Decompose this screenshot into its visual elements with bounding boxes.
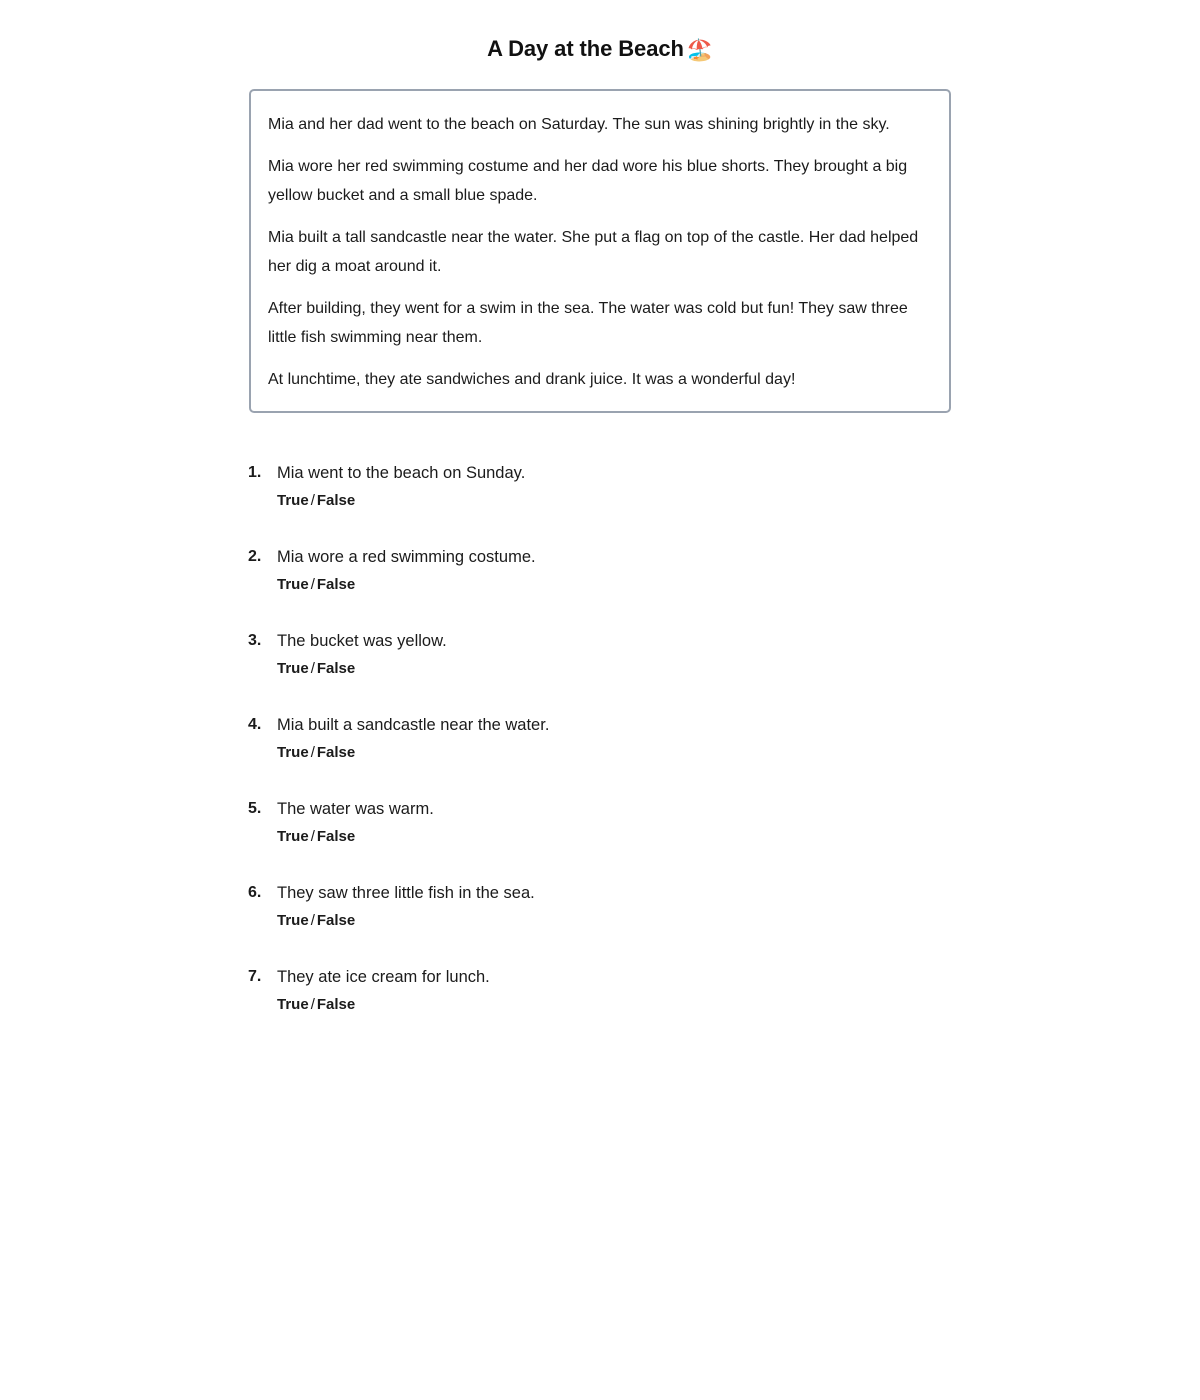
question-text: Mia went to the beach on Sunday. bbox=[277, 464, 526, 482]
answer-options bbox=[277, 991, 968, 1019]
question-number: 7. bbox=[248, 968, 262, 985]
question-number: 2. bbox=[248, 548, 262, 565]
answer-false-option[interactable]: False bbox=[316, 492, 356, 509]
question-item bbox=[248, 879, 968, 935]
question-item bbox=[248, 627, 968, 683]
answer-options bbox=[277, 571, 968, 599]
answer-options bbox=[277, 655, 968, 683]
question-text: The bucket was yellow. bbox=[277, 632, 447, 650]
question-item bbox=[248, 543, 968, 599]
answer-options bbox=[277, 487, 968, 515]
question-number: 6. bbox=[248, 884, 262, 901]
answer-false-option[interactable]: False bbox=[316, 828, 356, 845]
answer-true-option[interactable]: True bbox=[277, 996, 309, 1013]
page-title bbox=[0, 0, 1200, 63]
question-list bbox=[248, 459, 968, 1019]
question-number: 4. bbox=[248, 716, 262, 733]
story-paragraph: Mia and her dad went to the beach on Saturday. The sun was shining brightly in the sky. bbox=[268, 116, 890, 133]
question-number: 1. bbox=[248, 464, 262, 481]
question-number: 3. bbox=[248, 632, 262, 649]
answer-true-option[interactable]: True bbox=[277, 492, 309, 509]
answer-separator: / bbox=[310, 996, 315, 1013]
beach-umbrella-icon: 🏖️ bbox=[686, 38, 713, 62]
answer-false-option[interactable]: False bbox=[316, 996, 356, 1013]
story-passage-box bbox=[249, 89, 951, 413]
answer-separator: / bbox=[310, 744, 315, 761]
story-paragraph: After building, they went for a swim in the sea. The water was cold but fun! They saw three little fish swimming near them. bbox=[268, 300, 908, 346]
answer-true-option[interactable]: True bbox=[277, 912, 309, 929]
question-item bbox=[248, 795, 968, 851]
answer-true-option[interactable]: True bbox=[277, 828, 309, 845]
answer-false-option[interactable]: False bbox=[316, 744, 356, 761]
answer-separator: / bbox=[310, 660, 315, 677]
question-item bbox=[248, 711, 968, 767]
question-item bbox=[248, 963, 968, 1019]
answer-false-option[interactable]: False bbox=[316, 912, 356, 929]
answer-true-option[interactable]: True bbox=[277, 744, 309, 761]
story-paragraph: At lunchtime, they ate sandwiches and drank juice. It was a wonderful day! bbox=[268, 371, 796, 388]
question-text: Mia built a sandcastle near the water. bbox=[277, 716, 550, 734]
answer-separator: / bbox=[310, 828, 315, 845]
story-paragraph: Mia built a tall sandcastle near the water. She put a flag on top of the castle. Her dad helped her dig a moat around it. bbox=[268, 229, 919, 275]
question-number: 5. bbox=[248, 800, 262, 817]
question-text: The water was warm. bbox=[277, 800, 434, 818]
answer-true-option[interactable]: True bbox=[277, 576, 309, 593]
answer-false-option[interactable]: False bbox=[316, 660, 356, 677]
answer-options bbox=[277, 823, 968, 851]
page-title-text: A Day at the Beach bbox=[487, 36, 684, 61]
answer-separator: / bbox=[310, 576, 315, 593]
question-item bbox=[248, 459, 968, 515]
question-text: They ate ice cream for lunch. bbox=[277, 968, 490, 986]
answer-true-option[interactable]: True bbox=[277, 660, 309, 677]
answer-options bbox=[277, 739, 968, 767]
question-text: Mia wore a red swimming costume. bbox=[277, 548, 536, 566]
question-text: They saw three little fish in the sea. bbox=[277, 884, 535, 902]
answer-separator: / bbox=[310, 492, 315, 509]
answer-false-option[interactable]: False bbox=[316, 576, 356, 593]
answer-options bbox=[277, 907, 968, 935]
answer-separator: / bbox=[310, 912, 315, 929]
story-paragraph: Mia wore her red swimming costume and her dad wore his blue shorts. They brought a big yellow bucket and a small blue spade. bbox=[268, 158, 908, 204]
